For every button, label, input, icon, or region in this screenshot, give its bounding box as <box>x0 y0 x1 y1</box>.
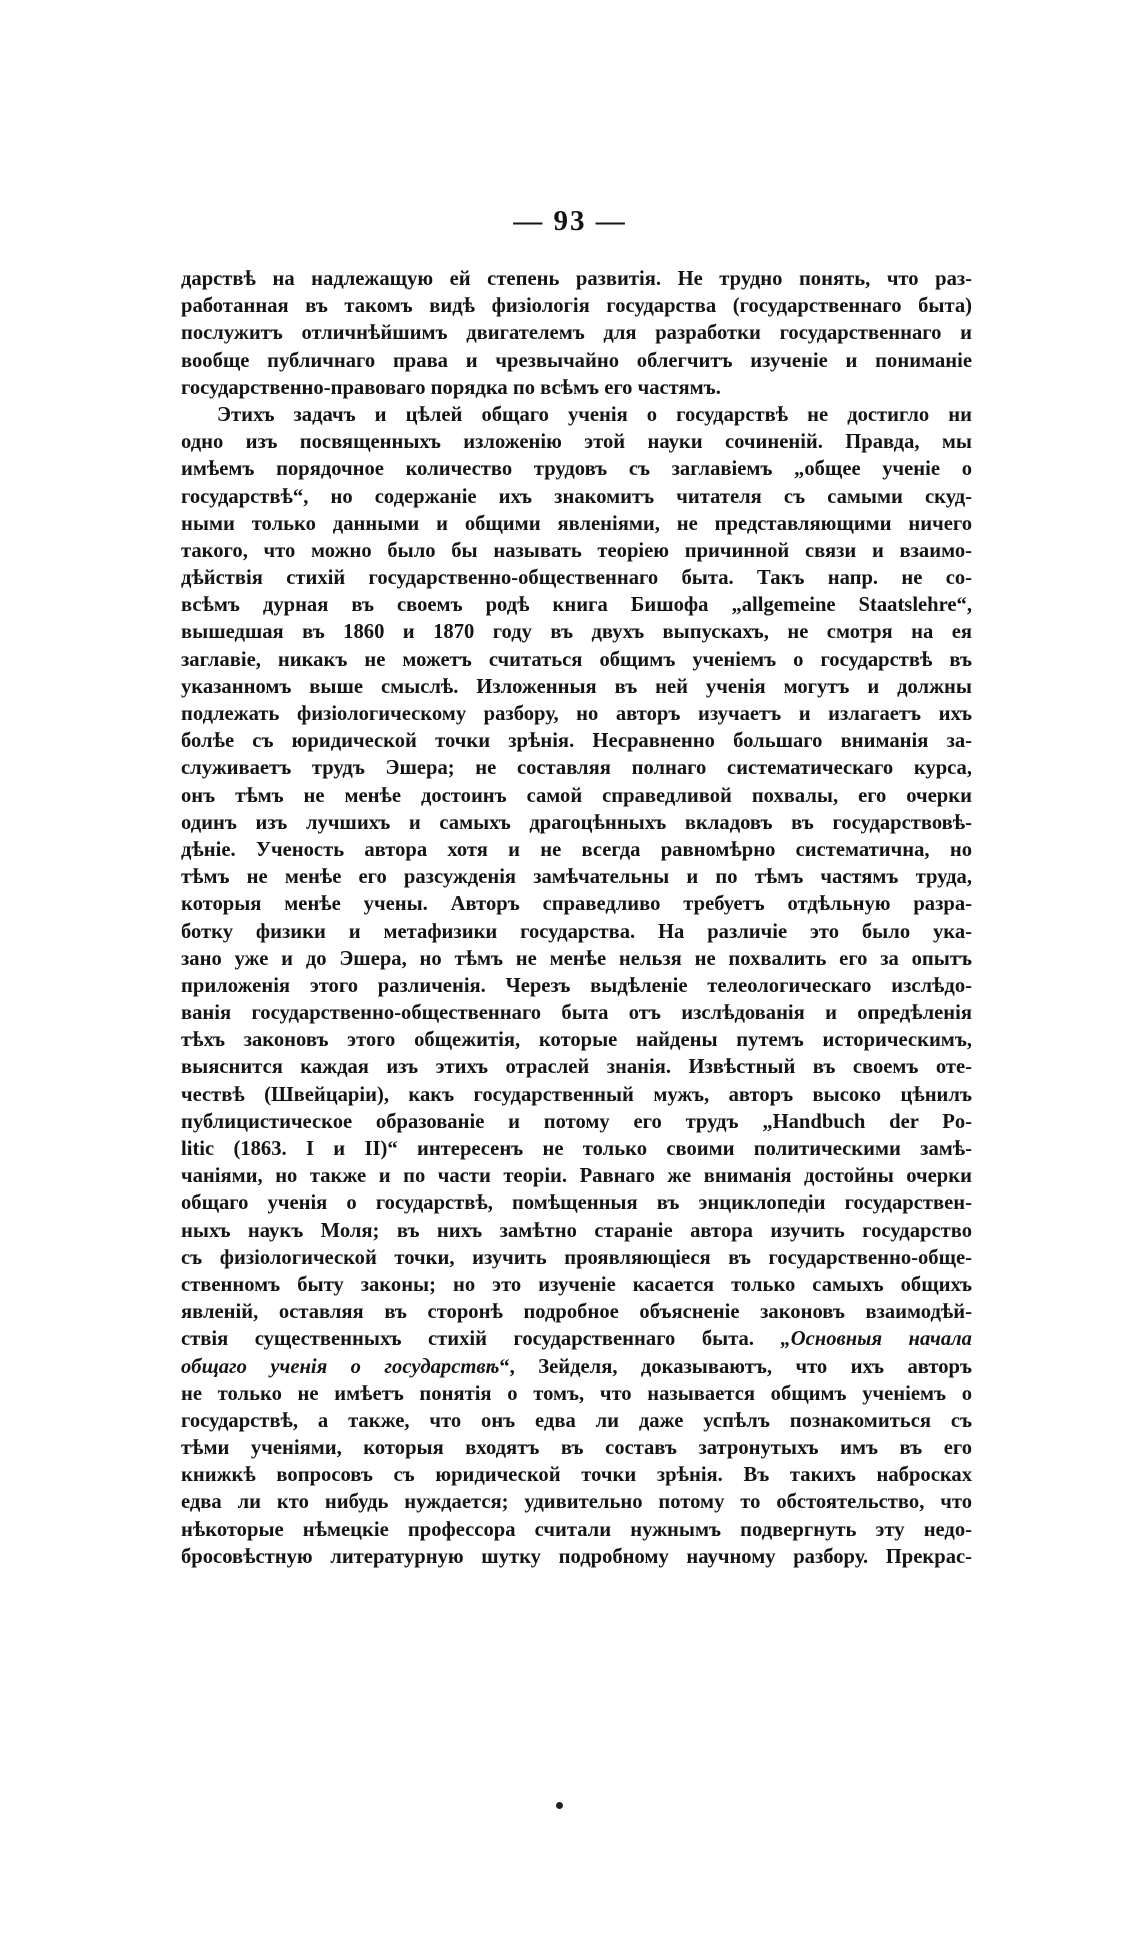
paragraph-start-line: Этихъ задачъ и цѣлей общаго ученія о государствѣ не достигло ни <box>217 403 972 426</box>
text-line: работанная въ такомъ видѣ физіологія государства (государственнаго быта) <box>181 295 972 318</box>
text-line: служиваетъ трудъ Эшера; не составляя полнаго систематическаго курса, <box>181 757 972 780</box>
text-line: дѣйствія стихій государственно-общественнаго быта. Такъ напр. не со- <box>181 567 972 590</box>
text-line: явленій, оставляя въ сторонѣ подробное объясненіе законовъ взаимодѣй- <box>181 1301 972 1324</box>
text-line: ными только данными и общими явленіями, не представляющими ничего <box>181 512 972 535</box>
text-line: тѣми ученіями, которыя входятъ въ составъ затронутыхъ имъ въ его <box>181 1437 972 1460</box>
text-line: книжкѣ вопросовъ съ юридической точки зрѣнія. Въ такихъ набросках <box>181 1464 972 1487</box>
text-line: тѣхъ законовъ этого общежитія, которые найдены путемъ историческимъ, <box>181 1029 972 1052</box>
text-line: одно изъ посвященныхъ изложенію этой науки сочиненій. Правда, мы <box>181 431 972 454</box>
text-line: всѣмъ дурная въ своемъ родѣ книга Бишофа „allgemeine Staatslehre“, <box>181 594 972 617</box>
text-line: тѣмъ не менѣе его разсужденія замѣчательны и по тѣмъ частямъ труда, <box>181 866 972 889</box>
text-line: чествѣ (Швейцаріи), какъ государственный мужъ, авторъ высоко цѣнилъ <box>181 1083 972 1106</box>
text-line: одинъ изъ лучшихъ и самыхъ драгоцѣнныхъ вкладовъ въ государствовѣ- <box>181 811 972 834</box>
text-line: вышедшая въ 1860 и 1870 году въ двухъ выпускахъ, не смотря на ея <box>181 621 972 644</box>
text-line: подлежать физіологическому разбору, но авторъ изучаетъ и излагаетъ ихъ <box>181 703 972 725</box>
text-line: которыя менѣе учены. Авторъ справедливо требуетъ отдѣльную разра- <box>181 893 972 916</box>
text-segment: “, Зейделя, доказываютъ, что ихъ авторъ <box>499 1355 973 1378</box>
text-line: ботку физики и метафизики государства. На различіе это было ука- <box>181 920 972 943</box>
text-line: ственномъ быту законы; но это изученіе касается только самыхъ общихъ <box>181 1273 972 1296</box>
text-line: государственно-правоваго порядка по всѣмъ его частямъ. <box>181 376 721 399</box>
text-line: общаго ученія о государствѣ, помѣщенныя въ энциклопедіи государствен- <box>181 1192 972 1215</box>
text-line: государствѣ“, но содержаніе ихъ знакомитъ читателя съ самыми скуд- <box>181 485 972 508</box>
ink-dot <box>556 1802 563 1809</box>
text-line: ныхъ наукъ Моля; въ нихъ замѣтно стараніе автора изучить государство <box>181 1219 972 1242</box>
text-line: послужитъ отличнѣйшимъ двигателемъ для разработки государственнаго и <box>181 322 972 345</box>
text-line: имѣемъ порядочное количество трудовъ съ заглавіемъ „общее ученіе о <box>181 458 972 481</box>
text-line: дѣніе. Ученость автора хотя и не всегда равномѣрно систематична, но <box>181 838 972 861</box>
text-line: выяснится каждая изъ этихъ отраслей знанія. Извѣстный въ своемъ оте- <box>181 1056 972 1079</box>
text-line: нѣкоторые нѣмецкіе профессора считали нужнымъ подвергнуть эту недо- <box>181 1518 972 1541</box>
text-line: онъ тѣмъ не менѣе достоинъ самой справедливой похвалы, его очерки <box>181 784 972 807</box>
text-line: бросовѣстную литературную шутку подробному научному разбору. Прекрас- <box>181 1545 972 1568</box>
text-line: заглавіе, никакъ не можетъ считаться общимъ ученіемъ о государствѣ въ <box>181 648 972 671</box>
text-line: дарствѣ на надлежащую ей степень развитія. Не трудно понять, что раз- <box>181 268 972 290</box>
text-line: не только не имѣетъ понятія о томъ, что называется общимъ ученіемъ о <box>181 1382 972 1405</box>
text-line: болѣе съ юридической точки зрѣнія. Несравненно большаго вниманія за- <box>181 730 972 753</box>
text-line: съ физіологической точки, изучить проявляющіеся въ государственно-обще- <box>181 1246 972 1269</box>
text-line: такого, что можно было бы называть теоріею причинной связи и взаимо- <box>181 539 972 562</box>
text-line: указанномъ выше смыслѣ. Изложенныя въ ней ученія могутъ и должны <box>181 675 972 698</box>
text-line: приложенія этого различенія. Черезъ выдѣленіе телеологическаго изслѣдо- <box>181 974 972 997</box>
italic-title: „Основныя начала <box>780 1328 972 1351</box>
text-line: зано уже и до Эшера, но тѣмъ не менѣе нельзя не похвалить его за опытъ <box>181 947 972 970</box>
text-line: публицистическое образованіе и потому его трудъ „Handbuch der Po- <box>181 1110 972 1133</box>
text-line: государствѣ, а также, что онъ едва ли даже успѣлъ познакомиться съ <box>181 1409 972 1432</box>
text-segment: ствія существенныхъ стихій государственнаго быта. <box>181 1328 755 1351</box>
body-text <box>181 266 972 1571</box>
text-line: вообще публичнаго права и чрезвычайно облегчитъ изученіе и пониманіе <box>181 349 972 372</box>
italic-title: общаго ученія о государствѣ <box>181 1355 500 1378</box>
page-number: — 93 — <box>513 205 627 237</box>
text-line: ванія государственно-общественнаго быта отъ изслѣдованія и опредѣленія <box>181 1002 972 1025</box>
text-line-with-italic <box>181 1354 972 1381</box>
text-line: едва ли кто нибудь нуждается; удивительно потому то обстоятельство, что <box>181 1491 972 1514</box>
text-line: чаніями, но также и по части теоріи. Равнаго же вниманія достойны очерки <box>181 1165 972 1188</box>
text-line-with-italic <box>181 1326 972 1353</box>
text-line: litic (1863. I и II)“ интересенъ не только своими политическими замѣ- <box>181 1138 972 1160</box>
